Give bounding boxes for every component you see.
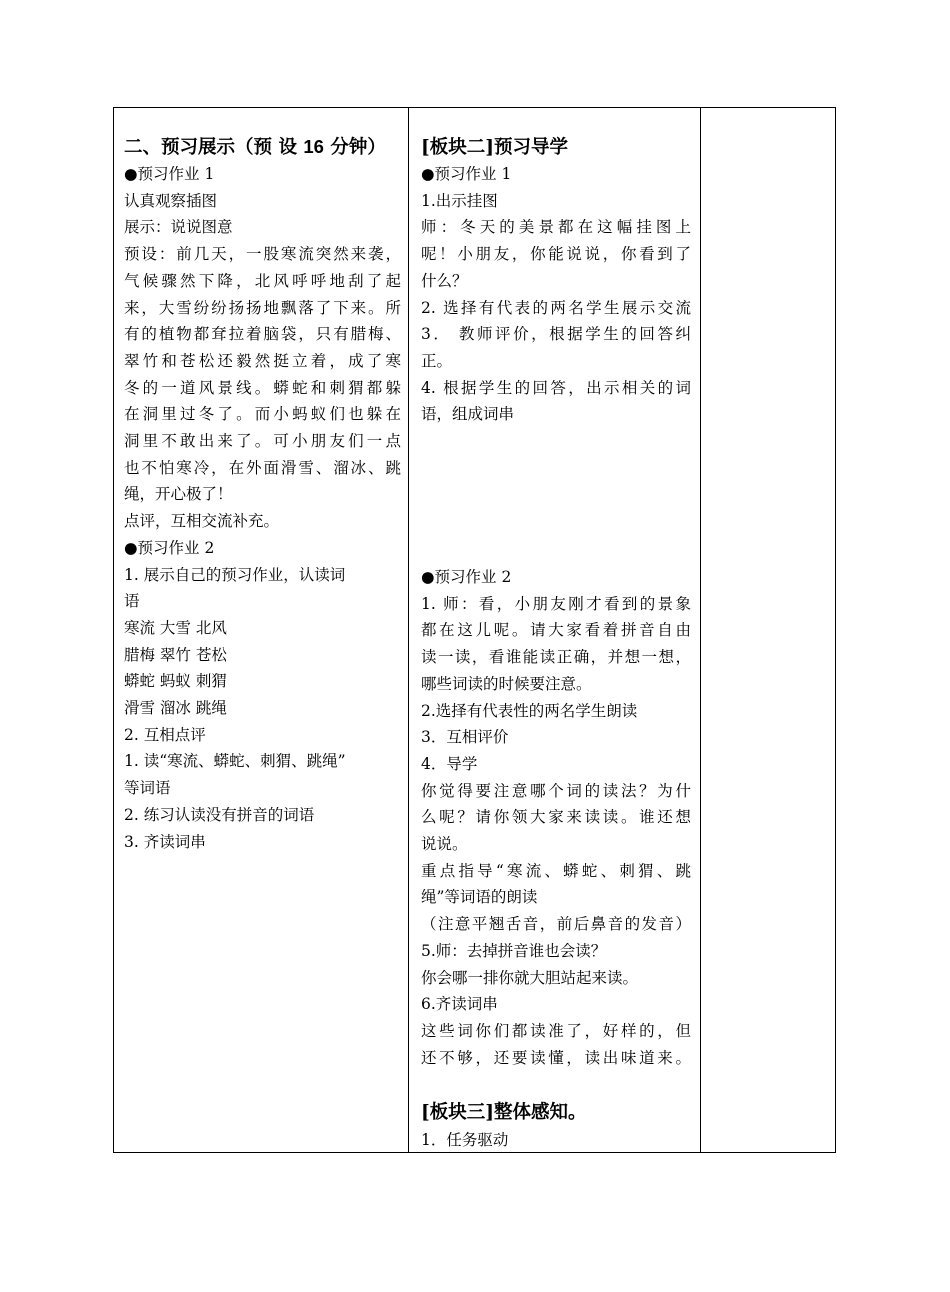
- middle-text-line: 这些词你们都读准了，好样的，但: [421, 1021, 691, 1040]
- left-text-line: 寒流 大雪 北风: [124, 618, 227, 637]
- heading-minutes: 16: [303, 136, 324, 157]
- notes-column: [701, 108, 835, 1152]
- heading-text-suffix: 分钟）: [323, 137, 386, 158]
- middle-text-line: 哪些词读的时候要注意。: [421, 674, 592, 693]
- left-text-line: ●预习作业 1: [124, 165, 215, 183]
- left-text-line: 有的植物都耷拉着脑袋，只有腊梅、: [124, 325, 401, 344]
- middle-text-line: ●预习作业 1: [421, 165, 512, 183]
- left-text-line: 2. 练习认读没有拼音的词语: [124, 805, 315, 824]
- middle-text-line: 1.出示挂图: [421, 191, 498, 210]
- left-text-line: 蟒蛇 蚂蚁 刺猬: [124, 672, 227, 691]
- middle-text-line: （注意平翘舌音，前后鼻音的发音）: [421, 915, 691, 934]
- heading-text: 二、预习展示（预 设: [124, 137, 304, 158]
- section-heading-block-two: [板块二]预习导学: [421, 137, 569, 158]
- middle-text-line: 重点指导“寒流、蟒蛇、刺猬、跳: [421, 861, 691, 880]
- middle-text-line: 5.师：去掉拼音谁也会读？: [421, 941, 607, 960]
- middle-text-line: 还不够，还要读懂，读出味道来。: [421, 1048, 691, 1067]
- middle-text-line: 你觉得要注意哪个词的读法？为什: [421, 781, 691, 800]
- left-text-line: 认真观察插图: [124, 191, 218, 210]
- middle-text-line: 绳”等词语的朗读: [421, 888, 538, 907]
- left-text-line: 冬的一道风景线。蟒蛇和刺猬都躲: [124, 378, 401, 397]
- left-text-line: 来，大雪纷纷扬扬地飘落了下来。所: [124, 298, 401, 317]
- left-text-line: 腊梅 翠竹 苍松: [124, 645, 227, 664]
- middle-text-line: 说说。: [421, 835, 468, 853]
- section-heading-preview-display: [124, 135, 386, 160]
- left-text-line: 等词语: [124, 779, 171, 798]
- middle-text-line: 什么？: [421, 271, 468, 290]
- left-text-line: 气候骤然下降，北风呼呼地刮了起: [124, 271, 401, 290]
- left-text-line: 点评，互相交流补充。: [124, 512, 280, 531]
- lesson-plan-table: [113, 107, 836, 1153]
- middle-text-line: 读一读，看谁能读正确，并想一想，: [421, 648, 691, 667]
- middle-text-line: 6.齐读词串: [421, 995, 498, 1014]
- middle-text-line: ●预习作业 2: [421, 568, 512, 586]
- section-heading-block-three: [板块三]整体感知。: [421, 1102, 587, 1123]
- middle-text-line: 2.选择有代表性的两名学生朗读: [421, 701, 638, 720]
- middle-text-line: 呢！小朋友，你能说说，你看到了: [421, 245, 691, 264]
- middle-text-line: 都在这儿呢。请大家看着拼音自由: [421, 621, 691, 640]
- middle-text-line: 师：冬天的美景都在这幅挂图上: [421, 218, 691, 237]
- middle-text-line: 语，组成词串: [421, 405, 515, 424]
- left-text-line: 绳，开心极了！: [124, 485, 233, 504]
- left-text-line: 在洞里过冬了。而小蚂蚁们也躲在: [124, 405, 401, 424]
- middle-text-line: 4．导学: [421, 754, 478, 773]
- left-text-line: 1. 展示自己的预习作业，认读词: [124, 565, 346, 584]
- left-text-line: ●预习作业 2: [124, 538, 215, 557]
- left-text-line: 1. 读“寒流、蟒蛇、刺猬、跳绳”: [124, 752, 346, 771]
- left-text-line: 翠竹和苍松还毅然挺立着，成了寒: [124, 351, 401, 370]
- middle-text-line: 么呢？请你领大家来读读。谁还想: [421, 808, 691, 827]
- left-text-line: 洞里不敢出来了。可小朋友们一点: [124, 432, 401, 450]
- middle-text-line: 1．任务驱动: [421, 1131, 509, 1149]
- middle-text-line: 2. 选择有代表的两名学生展示交流: [421, 298, 691, 317]
- left-text-line: 预设：前几天，一股寒流突然来袭，: [124, 245, 401, 264]
- left-text-line: 3. 齐读词串: [124, 832, 206, 851]
- middle-text-line: 4. 根据学生的回答，出示相关的词: [421, 378, 691, 397]
- middle-text-line: 正。: [421, 351, 453, 370]
- middle-text-line: 3． 教师评价，根据学生的回答纠: [421, 325, 691, 344]
- teacher-activity-column: [409, 108, 701, 1152]
- left-text-line: 滑雪 溜冰 跳绳: [124, 699, 227, 717]
- middle-text-line: 3．互相评价: [421, 728, 509, 747]
- left-text-line: 语: [124, 592, 140, 611]
- left-text-line: 展示：说说图意: [124, 218, 233, 237]
- left-text-line: 2. 互相点评: [124, 725, 206, 744]
- middle-text-line: 你会哪一排你就大胆站起来读。: [421, 968, 639, 987]
- middle-text-line: 1. 师：看，小朋友刚才看到的景象: [421, 594, 691, 613]
- left-text-line: 也不怕寒冷，在外面滑雪、溜冰、跳: [124, 458, 401, 477]
- student-activity-column: [114, 108, 409, 1152]
